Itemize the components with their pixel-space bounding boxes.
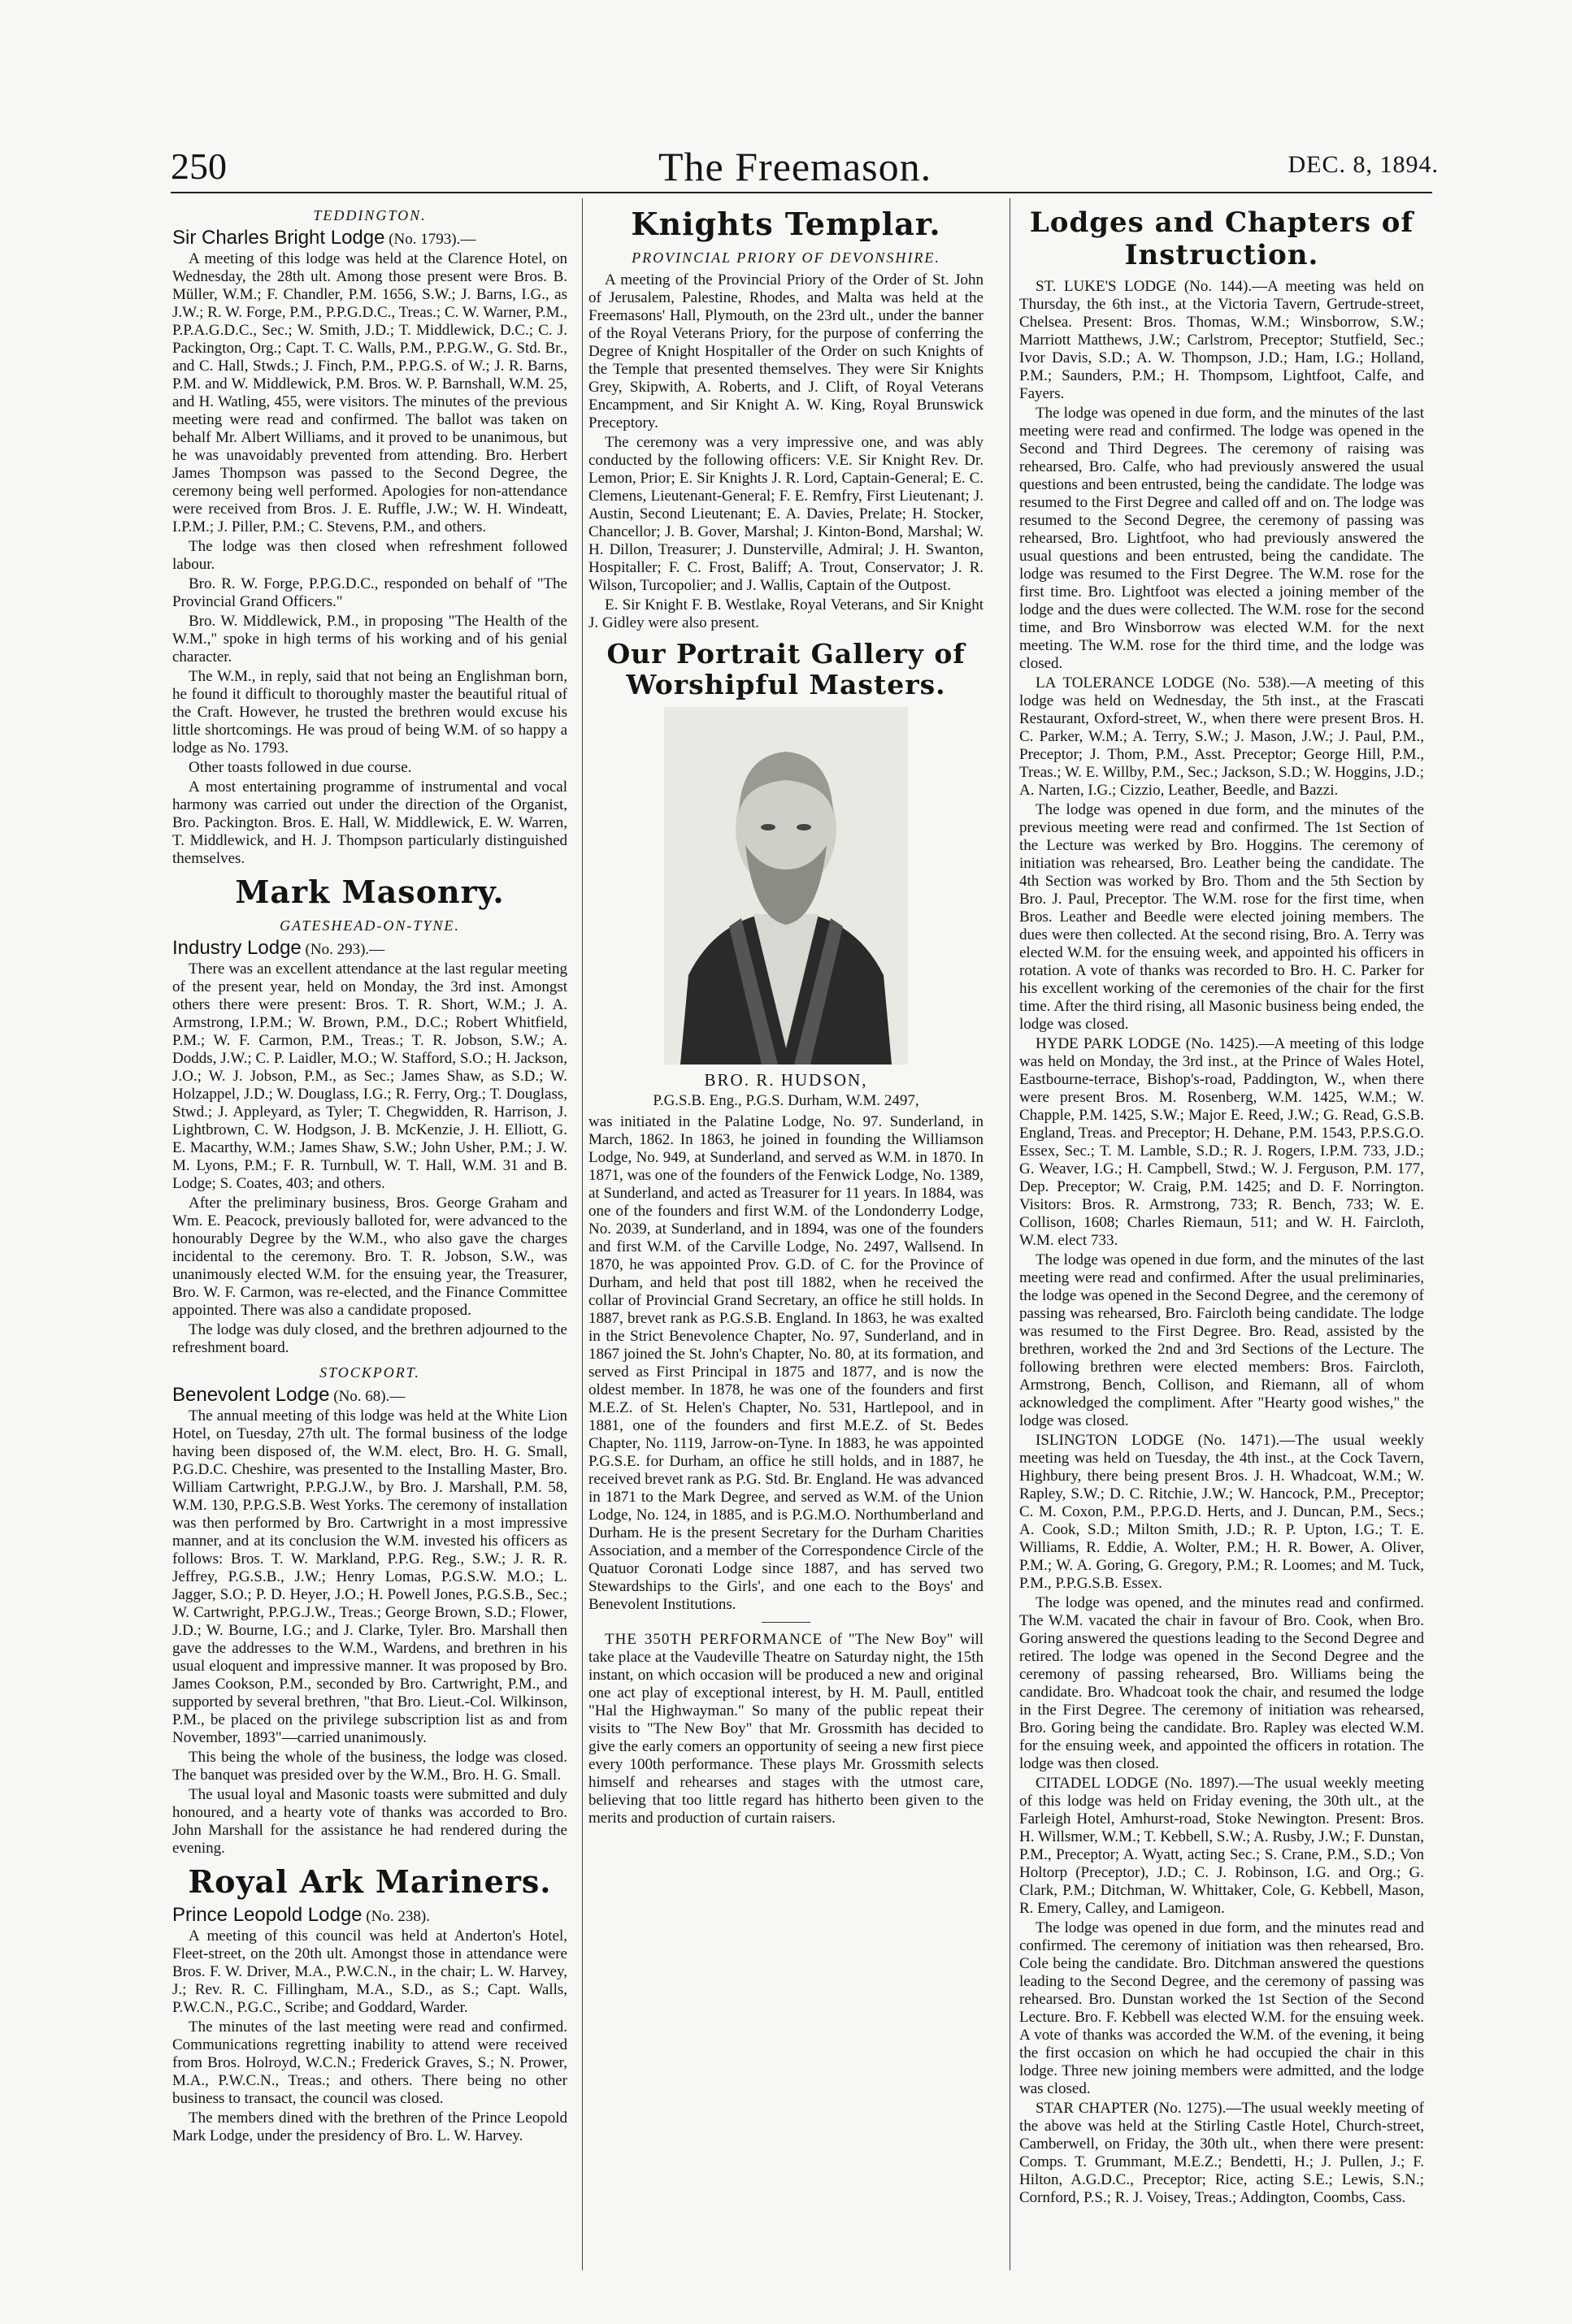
lodge-lead: STAR CHAPTER (No. 1275). <box>1036 2100 1227 2117</box>
page-header <box>171 144 1439 189</box>
lodge-lead: ST. LUKE'S LODGE (No. 144). <box>1036 278 1253 295</box>
portrait-eye-left <box>761 824 775 830</box>
paragraph: —The usual weekly meeting of this lodge was held on Friday evening, the 30th ult., at the Farleigh Hotel, Amhurst-road, Stoke Newington. Present: Bros. H. Willsmer, W.M.; T. Kebbell, S.W.; A. Rusby, J.W.; F. Dunstan, P.M., Preceptor; A. Wyatt, acting Sec.; S. Crane, P.M., S.D.; Von Holtorp (Preceptor), J.D.; C. J. Robinson, I.G. and Org.; G. Clark, P.M.; Ditchman, W. Whittaker, Cole, G. Kebbell, Mason, R. Emery, Calley, and Lamigeon. <box>1019 1775 1424 1917</box>
item-lead: THE 350TH PERFORMANCE <box>605 1631 823 1648</box>
paragraph: There was an excellent attendance at the last regular meeting of the present year, held on Monday, the 3rd inst. Amongst others there were present: Bros. T. R. Short, W.M.; J. A. Armstrong, I.P.M.; W. Brown, P.M., D.C.; Robert Whitfield, P.M.; W. F. Carmon, P.M., Treas.; T. R. Jobson, S.W.; A. Dodds, J.W.; C. P. Laidler, M.O.; W. Stafford, S.O.; H. Jackson, J.O.; W. J. Jobson, P.M., as Sec.; James Shaw, as S.D.; W. Holzappel, J.D.; W. Douglass, I.G.; R. Ferry, Org.; T. Douglass, Stwd.; J. Appleyard, as Tyler; T. Chegwidden, R. Harrison, J. Lightbrown, C. W. Hodgson, J. B. McKenzie, J. H. Elliott, G. E. Macarthy, W.M.; James Shaw, S.W.; John Usher, P.M.; J. W. M. Lyons, P.M.; F. R. Turnbull, W. T. Hall, W.M. 31 and B. Lodge; S. Coates, 403; and others. <box>172 960 567 1192</box>
issue-date: DEC. 8, 1894. <box>1288 151 1439 178</box>
paragraph: After the preliminary business, Bros. George Graham and Wm. E. Peacock, previously balloted for, were advanced to the honourably Degree by the W.M., who also gave the charges incidental to the ceremony. Bro. T. R. Jobson, S.W., was unanimously elected W.M. for the ensuing year, the Treasurer, Bro. W. F. Carmon, was re-elected, and the Finance Committee appointed. There was also a candidate proposed. <box>172 1195 567 1319</box>
section-heading: Royal Ark Mariners. <box>188 1863 552 1900</box>
paragraph: was initiated in the Palatine Lodge, No. 97. Sunderland, in March, 1862. In 1863, he joined in founding the Williamson Lodge, No. 949, at Sunderland, and served as W.M. in 1870. In 1871, was one of the founders of the Fenwick Lodge, No. 1389, at Sunderland, and acted as Treasurer for 11 years. In 1884, was one of the founders and first W.M. of the Londonderry Lodge, No. 2039, at Sunderland, and in 1894, was one of the founders and first W.M. of the Carville Lodge, No. 2497, Wallsend. In 1870, he was appointed Prov. G.D. of C. for the Province of Durham, and held that post till 1882, when he received the collar of Provincial Grand Secretary, an office he still holds. In 1887, brevet rank as P.G.S.B. England. In 1863, he was exalted in the Strict Benevolence Chapter, No. 97, Sunderland, and in 1867 joined the St. John's Chapter, No. 80, at its formation, and served as First Principal in 1875 and 1877, and is now the oldest member. In 1878, he was one of the founders and first M.E.Z. of St. Helen's Chapter, No. 531, Hartlepool, and in 1881, one of the founders and first M.E.Z. of St. Bedes Chapter, No. 1119, Jarrow-on-Tyne. In 1883, he was appointed P.G.S.E. for Durham, an office he still holds, and in 1887, he received brevet rank as P.G. Std. Br. England. He was advanced in 1871 to the Mark Degree, and served as W.M. of the Union Lodge, No. 124, in 1885, and is P.G.M.O. Northumberland and Durham. He is the present Secretary for the Durham Charities Association, and a member of the Correspondence Circle of the Quatuor Coronati Lodge since 1887, and has served two Stewardships to the Girls', and one each to the Boys' and Benevolent Institutions. <box>588 1113 984 1613</box>
paragraph: —The usual weekly meeting was held on Tuesday, the 4th inst., at the Cock Tavern, Highbury, there being present Bros. J. H. Whadcoat, W.M.; W. Rapley, S.W.; D. C. Ritchie, J.W.; W. Hancock, P.M., Preceptor; C. M. Coxon, P.M., P.P.G.D. Herts, and J. Duncan, P.M., Secs.; A. Cook, S.D.; Milton Smith, J.D.; R. P. Upton, I.G.; T. E. Williams, R. Eddie, A. Wolter, P.M.; H. R. Bower, A. Oliver, P.M.; W. A. Goring, G. Gregory, P.M.; R. Loomes; and M. Tuck, P.M., P.P.G.S.B. Essex. <box>1019 1432 1424 1592</box>
lodge-number: (No. 68).— <box>333 1388 406 1405</box>
divider <box>762 1622 810 1623</box>
paragraph: The W.M., in reply, said that not being an Englishman born, he found it difficult to thoroughly master the beautiful ritual of the Craft. However, he trusted the brethren would excuse his little shortcomings. He was proud of being W.M. of so happy a lodge as No. 1793. <box>172 668 567 757</box>
paragraph: The lodge was opened, and the minutes read and confirmed. The W.M. vacated the chair in favour of Bro. Cook, when Bro. Goring answered the questions leading to the Second Degree and retired. The lodge was opened in the Second Degree and the ceremony of passing rehearsed, Bro. Williams being the candidate. Bro. Whadcoat took the chair, and resumed the lodge in the First Degree. The ceremony of initiation was rehearsed, Bro. Goring being the candidate. Bro. Rapley was elected W.M. for the ensuing week, and appointed the officers in rotation. The lodge was then closed. <box>1019 1594 1424 1772</box>
portrait-eye-right <box>797 824 811 830</box>
paragraph: A meeting of this lodge was held at the Clarence Hotel, on Wednesday, the 28th ult. Among those present were Bros. B. Müller, W.M.; F. Chandler, P.M. 1656, S.W.; J. Barns, I.G., as J.W.; R. W. Forge, P.M., P.P.G.D.C., Treas.; C. W. Warner, P.M., P.P.A.G.D.C., Sec.; W. Smith, J.D.; T. Middlewick, D.C.; C. J. Packington, Org.; Capt. T. C. Walls, P.M., P.P.G.W., G. Std. Br., and C. Hall, Stwds.; J. Finch, P.M., P.P.G.S. of W.; J. R. Barns, P.M. and W. Middlewick, P.M. Bros. W. P. Barnshall, W.M. 25, and H. Watling, 455, were visitors. The minutes of the previous meeting were read and confirmed. The ballot was taken on behalf Mr. Albert Williams, and it proved to be unanimous, but he was unavoidably prevented from attending. Bro. Herbert James Thompson was passed to the Second Degree, the ceremony being well performed. Apologies for non-attendance were received from Bros. J. E. Ruffle, J.W.; W. H. Windeatt, I.P.M.; J. Piller, P.M.; C. Stevens, P.M., and others. <box>172 250 567 535</box>
section-heading: Our Portrait Gallery of Worshipful Masters. <box>606 638 966 700</box>
paragraph: —A meeting of this lodge was held on Monday, the 3rd inst., at the Prince of Wales Hotel, Eastbourne-terrace, Bishop's-road, Paddington, W., when there were present Bros. M. Rosenberg, W.M. 1425, W.M.; W. Chapple, P.M. 1425, S.W.; Major E. Reed, J.W.; G. Read, G.S.B. England, Treas. and Preceptor; H. Dehane, P.M. 1543, P.P.S.G.O. Essex, Sec.; T. M. Lamble, S.D.; R. J. Rogers, I.P.M. 733, J.D.; G. Weaver, I.G.; H. Campbell, Stwd.; W. J. Ferguson, P.M. 177, Dep. Preceptor; W. Craig, P.M. 1425; and D. F. Norrington. Visitors: Bros. R. Armstrong, 733; R. Bench, 733; W. E. Collison, 1608; Charles Riemaun, 511; and W. H. Faircloth, W.M. elect 733. <box>1019 1035 1424 1249</box>
lodge-number: (No. 238). <box>366 1908 430 1925</box>
lodge-number: (No. 1793).— <box>389 231 476 248</box>
section-heading: Knights Templar. <box>631 206 941 242</box>
page-number: 250 <box>171 145 227 187</box>
paragraph: The lodge was then closed when refreshment followed labour. <box>172 538 567 573</box>
paragraph: This being the whole of the business, the lodge was closed. The banquet was presided over by the W.M., Bro. H. G. Small. <box>172 1749 567 1784</box>
paragraph: A most entertaining programme of instrumental and vocal harmony was carried out under the direction of the Organist, Bro. Packington. Bros. E. Hall, W. Middlewick, E. W. Warren, T. Middlewick, and H. J. Thompson particularly distinguished themselves. <box>172 778 567 867</box>
paragraph: The lodge was duly closed, and the brethren adjourned to the refreshment board. <box>172 1321 567 1356</box>
column-1 <box>172 200 567 2147</box>
paragraph: The members dined with the brethren of the Prince Leopold Mark Lodge, under the presidency of Bro. L. W. Harvey. <box>172 2109 567 2144</box>
portrait-caption-titles: P.G.S.B. Eng., P.G.S. Durham, W.M. 2497, <box>653 1092 919 1109</box>
paragraph: The ceremony was a very impressive one, and was ably conducted by the following officers: V.E. Sir Knight Rev. Dr. Lemon, Prior; E. Sir Knights J. R. Lord, Captain-General; E. C. Clemens, Lieutenant-General; F. E. Remfry, First Lieutenant; J. Austin, Second Lieutenant; E. A. Davies, Prelate; H. Stocker, Chancellor; J. B. Gover, Marshal; J. Kinton-Bond, Marshal; W. H. Dillon, Treasurer; J. Dunsterville, Admiral; J. H. Swanton, Hospitaller; F. C. Frost, Baliff; A. Trout, Conservator; J. R. Wilson, Turcopolier; and J. Wallis, Captain of the Outpost. <box>588 434 984 594</box>
paragraph: The minutes of the last meeting were read and confirmed. Communications regretting inability to attend were received from Bros. Holroyd, W.C.N.; Frederick Graves, S.; N. Prower, M.A., P.W.C.N., Treas.; and others. There being no other business to transact, the council was closed. <box>172 2018 567 2107</box>
header-rule <box>171 192 1432 193</box>
portrait-engraving <box>664 707 908 1064</box>
lodge-name: Sir Charles Bright Lodge <box>172 227 385 249</box>
location-heading: STOCKPORT. <box>319 1364 420 1381</box>
paragraph: The lodge was opened in due form, and the minutes of the last meeting were read and confirmed. The lodge was opened in the Second and Third Degrees. The ceremony of raising was rehearsed, Bro. Calfe, who had previously answered the usual questions and been entrusted, being the candidate. The lodge was resumed to the First Degree and called off and on. The lodge was resumed to the Second Degree, the ceremony of passing was rehearsed, Bro. Lightfoot, who had previously answered the usual questions and been entrusted, being the candidate. The lodge was resumed to the First Degree. The W.M. rose for the first time. Bro. Lightfoot was elected a joining member of the lodge and the dues were collected. The W.M. rose for the second time, and Bro Winsborrow was elected W.M. for the next meeting. The W.M. rose for the third time, and the lodge was closed. <box>1019 405 1424 672</box>
lodge-name: Benevolent Lodge <box>172 1384 330 1406</box>
paragraph: The lodge was opened in due form, and the minutes of the previous meeting were read and confirmed. The 1st Section of the Lecture was werked by Bro. Hoggins. The ceremony of initiation was rehearsed, Bro. Leather being the candidate. The 4th Section was worked by Bro. Thom and the 5th Section by Bro. J. Paul, Preceptor. The W.M. rose for the first time, when Bros. Leather and Beedle were elected joining members. The dues were then collected. At the second rising, Bro. A. Terry was elected W.M. for the ensuing week, and appointed his officers in rotation. A vote of thanks was recorded to Bro. H. C. Parker for his excellent working of the ceremonies of the chair for the first time. After the third rising, all Masonic business being ended, the lodge was closed. <box>1019 801 1424 1033</box>
paragraph: A meeting of this council was held at Anderton's Hotel, Fleet-street, on the 20th ult. Amongst those in attendance were Bros. F. W. Driver, M.A., P.W.C.N., in the chair; L. W. Harvey, J.; Rev. R. C. Fillingham, M.A., S.D., as S.; Capt. Walls, P.W.C.N., P.G.C., Scribe; and Goddard, Warder. <box>172 1927 567 2016</box>
paragraph: Other toasts followed in due course. <box>189 759 412 776</box>
paragraph: —The usual weekly meeting of the above was held at the Stirling Castle Hotel, Church-street, Camberwell, on Friday, the 30th ult., when there were present: Comps. T. Grummant, M.E.Z.; Bendetti, H.; J. Pullen, J.; F. Hilton, A.G.D.C., Preceptor; Rice, acting S.E.; Lewis, S.N.; Cornford, P.S.; R. J. Voisey, Treas.; Addington, Coombs, Cass. <box>1019 2100 1424 2206</box>
lodge-lead: CITADEL LODGE (No. 1897). <box>1036 1775 1240 1792</box>
column-2 <box>588 200 984 1829</box>
lodge-lead: LA TOLERANCE LODGE (No. 538). <box>1036 674 1291 692</box>
paragraph: Bro. R. W. Forge, P.P.G.D.C., responded on behalf of "The Provincial Grand Officers." <box>172 575 567 610</box>
lodge-lead: ISLINGTON LODGE (No. 1471). <box>1036 1432 1280 1449</box>
paragraph: Bro. W. Middlewick, P.M., in proposing "The Health of the W.M.," spoke in high terms of his working and of his genial character. <box>172 613 567 666</box>
paragraph: The lodge was opened in due form, and the minutes read and confirmed. The ceremony of initiation was then rehearsed, Bro. Cole being the candidate. Bro. Ditchman answered the questions leading to the Second Degree, and the ceremony of passing was rehearsed. Bro. Dunstan worked the 1st Section of the Second Lecture. Bro. F. Kebbell was elected W.M. for the ensuing week. A vote of thanks was accorded the W.M. of the evening, it being the first occasion on which he had occupied the chair in this lodge. Three new joining members were admitted, and the lodge was closed. <box>1019 1919 1424 2097</box>
location-heading: GATESHEAD-ON-TYNE. <box>280 917 460 934</box>
section-heading: Mark Masonry. <box>235 874 505 910</box>
column-divider <box>582 198 583 2270</box>
paragraph: —A meeting of this lodge was held on Wednesday, the 5th inst., at the Frascati Restaurant, Oxford-street, W., when there were present Bros. H. C. Parker, W.M.; A. Terry, S.W.; J. Mason, J.W.; J. Paul, P.M., Preceptor; J. Thom, P.M., Asst. Preceptor; George Hill, P.M., Treas.; W. E. Willby, P.M., Sec.; Jackson, S.D.; W. Hoggins, J.D.; A. Narten, I.G.; Cizzio, Leather, Beedle, and Bazzi. <box>1019 674 1425 799</box>
location-heading: TEDDINGTON. <box>313 207 427 223</box>
masthead-title: The Freemason. <box>658 144 932 189</box>
lodge-name: Industry Lodge <box>172 937 302 959</box>
paragraph: —A meeting was held on Thursday, the 6th inst., at the Victoria Tavern, Gertrude-street, Chelsea. Present: Bros. Thomas, W.M.; Winsborrow, S.W.; Marriott Matthews, J.W.; Carlstrom, Preceptor; Stutfield, Sec.; Ivor Davis, S.D.; A. W. Thompson, J.D.; Ham, I.G.; Holland, P.M.; Saunders, P.M.; H. Thompsom, Lightfoot, Calfe, and Fayers. <box>1019 278 1424 402</box>
paragraph: The usual loyal and Masonic toasts were submitted and duly honoured, and a hearty vote of thanks was accorded to Bro. John Marshall for the assistance he had rendered during the evening. <box>172 1786 567 1857</box>
paragraph: The lodge was opened in due form, and the minutes of the last meeting were read and confirmed. After the usual preliminaries, the lodge was opened in the Second Degree, and the ceremony of passing was rehearsed, Bro. Faircloth being candidate. The lodge was resumed to the First Degree. Bro. Read, assisted by the brethren, worked the 2nd and 3rd Sections of the Lecture. The following brethren were elected members: Bros. Faircloth, Armstrong, Bench, Collison, and Riemann, all of whom acknowledged the compliment. After "Hearty good wishes," the lodge was closed. <box>1019 1251 1424 1429</box>
paragraph: of "The New Boy" will take place at the Vaudeville Theatre on Saturday night, the 15th instant, on which occasion will be produced a new and original one act play of exceptional interest, by H. M. Paull, entitled "Hal the Highwayman." So many of the public repeat their visits to "The New Boy" that Mr. Grossmith has decided to give the early comers an opportunity of seeing a new first piece every 100th performance. These plays Mr. Grossmith selects himself and rehearses and stages with the utmost care, believing that too little regard has hitherto been given to the merits and production of curtain raisers. <box>588 1631 984 1827</box>
lodge-number: (No. 293).— <box>305 941 385 958</box>
lodge-name: Prince Leopold Lodge <box>172 1904 363 1926</box>
column-3 <box>1019 200 1424 2209</box>
lodge-lead: HYDE PARK LODGE (No. 1425). <box>1036 1035 1259 1052</box>
portrait-caption-name: BRO. R. HUDSON, <box>704 1070 868 1090</box>
location-heading: PROVINCIAL PRIORY OF DEVONSHIRE. <box>632 249 940 266</box>
paragraph: E. Sir Knight F. B. Westlake, Royal Veterans, and Sir Knight J. Gidley were also present. <box>588 596 984 631</box>
section-heading: Lodges and Chapters of Instruction. <box>1029 206 1414 271</box>
paragraph: A meeting of the Provincial Priory of the Order of St. John of Jerusalem, Palestine, Rhodes, and Malta was held at the Freemasons' Hall, Plymouth, on the 23rd ult., under the banner of the Royal Veterans Priory, for the purpose of conferring the Degree of Knight Hospitaller of the Order on such Knights of the Temple that presented themselves. They were Sir Knights Grey, Skipwith, A. Roberts, and J. Clift, of Royal Veterans Encampment, and Sir Knight A. W. King, Royal Brunswick Preceptory. <box>588 271 984 431</box>
paragraph: The annual meeting of this lodge was held at the White Lion Hotel, on Tuesday, 27th ult. The formal business of the lodge having been disposed of, the W.M. elect, Bro. H. G. Small, P.G.D.C. Cheshire, was presented to the Installing Master, Bro. William Cartwright, P.P.G.J.W., by Bro. J. Marshall, P.M. 58, W.M. 130, P.P.G.S.B. West Yorks. The ceremony of installation was then performed by Bro. Cartwright in a most impressive manner, and at its conclusion the W.M. invested his officers as follows: Bros. T. W. Markland, P.P.G. Reg., S.W.; J. R. R. Jeffrey, P.G.S.B., J.W.; Henry Lomas, P.G.S.W. M.O.; L. Jagger, S.O.; P. D. Heyer, J.O.; H. Powell Jones, P.G.S.B., Sec.; W. Cartwright, P.P.G.J.W., Treas.; George Brown, S.D.; Flower, J.D.; W. Bourne, I.G.; and J. Clarke, Tyler. Bro. Marshall then gave the addresses to the W.M., Wardens, and brethren in his usual eloquent and impressive manner. It was proposed by Bro. James Cookson, P.M., seconded by Bro. Cartwright, P.M., and supported by several brethren, "that Bro. Lieut.-Col. Wilkinson, P.M., be placed on the privilege subscription list as and from November, 1893"—carried unanimously. <box>172 1407 567 1746</box>
